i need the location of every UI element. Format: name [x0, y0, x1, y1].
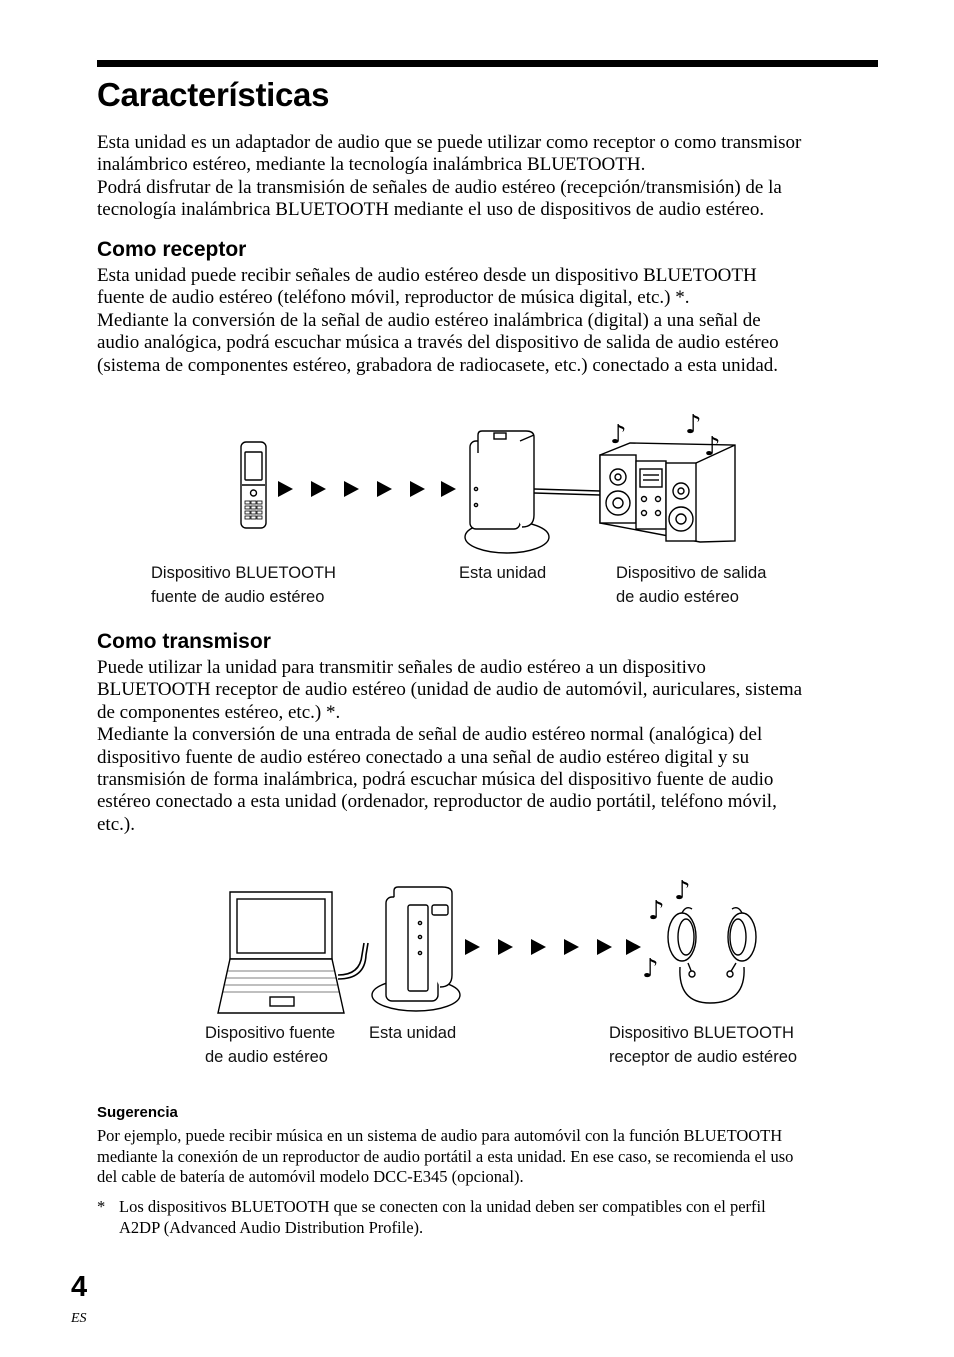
- cable-line: [338, 943, 368, 979]
- transmisor-paragraph: Puede utilizar la unidad para transmitir señales de audio estéreo a un dispositivo BLUETOOTH receptor de audio estéreo (unidad de audio de automóvil, auriculares, sistema de componentes estéreo, etc.) *. Mediante la conversión de una entrada de señal de audio estéreo normal (analógica) del dispositivo fuente de audio estéreo conectado a una señal de audio estéreo digital y su transmisión de forma inalámbrica, podrá escuchar música del dispositivo fuente de audio estéreo conectado a esta unidad (ordenador, reproductor de audio portátil, teléfono móvil, etc.).: [97, 657, 803, 835]
- receptor-caption-source: Dispositivo BLUETOOTH fuente de audio estéreo: [151, 564, 336, 606]
- note-icon: ♪: [674, 876, 691, 906]
- transmisor-caption-receiver: Dispositivo BLUETOOTH receptor de audio estéreo: [609, 1024, 798, 1066]
- headphones-icon: [668, 908, 756, 1003]
- transmitter-figure: [210, 875, 770, 1025]
- mobile-phone-icon: [241, 442, 266, 528]
- laptop-icon: [218, 892, 344, 1013]
- tip-paragraph: Por ejemplo, puede recibir música en un sistema de audio para automóvil con la función BLUETOOTH mediante la conexión de un reproductor de audio portátil a esta unidad. En ese caso, se recomienda el uso del cable de batería de automóvil modelo DCC-E345 (opcional).: [97, 1126, 794, 1186]
- top-rule: [97, 60, 878, 67]
- footnote-marker: *: [97, 1197, 106, 1216]
- note-icon: ♪: [648, 896, 665, 926]
- receiver-figure: [230, 405, 750, 560]
- note-icon: ♪: [642, 954, 659, 984]
- note-icon: ♪: [610, 420, 627, 450]
- adapter-unit-icon: [372, 887, 460, 1011]
- footnote-text: Los dispositivos BLUETOOTH que se conecten con la unidad deben ser compatibles con el perfil A2DP (Advanced Audio Distribution Profile).: [119, 1197, 766, 1237]
- receptor-caption-unit: Esta unidad: [459, 564, 547, 582]
- receptor-caption-output: Dispositivo de salida de audio estéreo: [616, 564, 767, 606]
- receptor-heading: Como receptor: [97, 238, 247, 261]
- page-title: Características: [97, 76, 330, 113]
- note-icon: ♪: [704, 432, 721, 462]
- adapter-unit-icon: [465, 431, 549, 553]
- arrows-icon: [465, 939, 641, 955]
- intro-paragraph: Esta unidad es un adaptador de audio que se puede utilizar como receptor o como transmisor inalámbrico estéreo, mediante la tecnología inalámbrica BLUETOOTH. Podrá disfrutar de la transmisión de señales de audio estéreo (recepción/transmisión) de la tecnología inalámbrica BLUETOOTH mediante el uso de dispositivos de audio estéreo.: [97, 132, 802, 221]
- tip-heading: Sugerencia: [97, 1104, 178, 1121]
- language-code: ES: [71, 1311, 87, 1326]
- arrows-icon: [278, 481, 456, 497]
- receptor-paragraph: Esta unidad puede recibir señales de audio estéreo desde un dispositivo BLUETOOTH fuente de audio estéreo (teléfono móvil, reproductor de música digital, etc.) *. Mediante la conversión de la señal de audio estéreo inalámbrica (digital) a una señal de audio analógica, podrá escuchar música a través del dispositivo de salida de audio estéreo (sistema de componentes estéreo, grabadora de radiocasete, etc.) conectado a esta unidad.: [97, 265, 779, 376]
- note-icon: ♪: [685, 410, 702, 440]
- page-number: 4: [71, 1271, 88, 1303]
- transmisor-heading: Como transmisor: [97, 630, 271, 653]
- cable-line: [534, 489, 600, 495]
- transmisor-caption-unit: Esta unidad: [369, 1024, 457, 1042]
- transmisor-caption-source: Dispositivo fuente de audio estéreo: [205, 1024, 336, 1066]
